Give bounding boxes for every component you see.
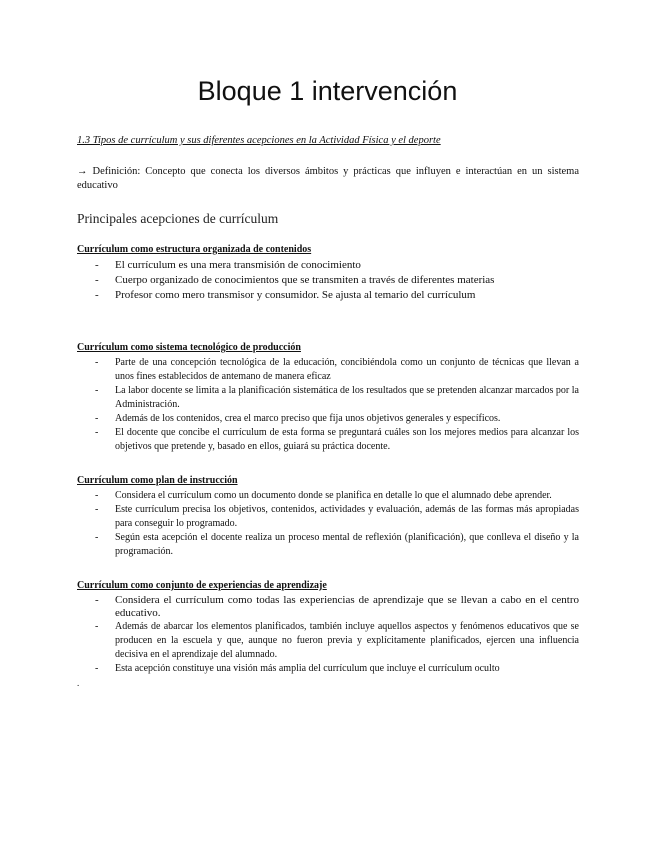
list-item: - Cuerpo organizado de conocimientos que se transmiten a través de diferentes materias [77,273,579,288]
section-title: Currículum como conjunto de experiencias de aprendizaje [77,580,327,591]
list-item: - La labor docente se limita a la planificación sistemática de los resultados que se pretenden alcanzar marcados por la Administración. [77,384,579,412]
topic-subtitle: 1.3 Tipos de currículum y sus diferentes acepciones en la Actividad Física y el deporte [77,135,441,146]
bullet-list [77,489,579,559]
section-sistema-tecnologico [77,341,579,454]
list-item: - Considera el currículum como un documento donde se planifica en detalle lo que el alumnado debe aprender. [77,489,579,503]
list-item: - Parte de una concepción tecnológica de la educación, concibiéndola como un conjunto de técnicas que llevan a unos fines establecidos de antemano de manera eficaz [77,356,579,384]
list-item: - Según esta acepción el docente realiza un proceso mental de reflexión (planificación), que conlleva el diseño y la programación. [77,531,579,559]
list-item: - Considera el currículum como todas las experiencias de aprendizaje que se llevan a cabo en el centro educativo. [77,594,579,620]
list-item: - Además de abarcar los elementos planificados, también incluye aquellos aspectos y fenómenos educativos que se producen en la escuela y que, aunque no fueron previa y explícitamente planificados, ejercen una influencia decisiva en el aprendizaje del alumnado. [77,620,579,662]
list-item: - Este currículum precisa los objetivos, contenidos, actividades y evaluación, además de las formas más apropiadas para conseguir lo programado. [77,503,579,531]
trailing-mark: . [77,678,80,688]
list-item: - Profesor como mero transmisor y consumidor. Se ajusta al temario del currículum [77,288,579,303]
list-item: - Además de los contenidos, crea el marco preciso que fija unos objetivos generales y específicos. [77,412,579,426]
bullet-list [77,594,579,676]
section-title: Currículum como estructura organizada de contenidos [77,244,312,255]
list-item: - El currículum es una mera transmisión de conocimiento [77,258,579,273]
bullet-list [77,258,579,303]
list-item: - Esta acepción constituye una visión más amplia del currículum que incluye el currículum oculto [77,662,579,676]
section-heading: Principales acepciones de currículum [77,211,279,226]
definition-paragraph: → Definición: Concepto que conecta los diversos ámbitos y prácticas que influyen e interactúan en un sistema educativo [77,166,579,191]
bullet-list [77,356,579,454]
section-title: Currículum como sistema tecnológico de producción [77,342,301,353]
section-plan-instruccion [77,474,579,559]
document-body [77,134,579,688]
document-title: Bloque 1 intervención [197,76,458,106]
list-item: - El docente que concibe el currículum de esta forma se preguntará cuáles son los mejores medios para alcanzar los objetivos que pretende y, basado en ellos, guiará su práctica docente. [77,426,579,454]
section-experiencias [77,579,579,676]
section-contenidos [77,243,579,303]
section-title: Currículum como plan de instrucción [77,475,238,486]
